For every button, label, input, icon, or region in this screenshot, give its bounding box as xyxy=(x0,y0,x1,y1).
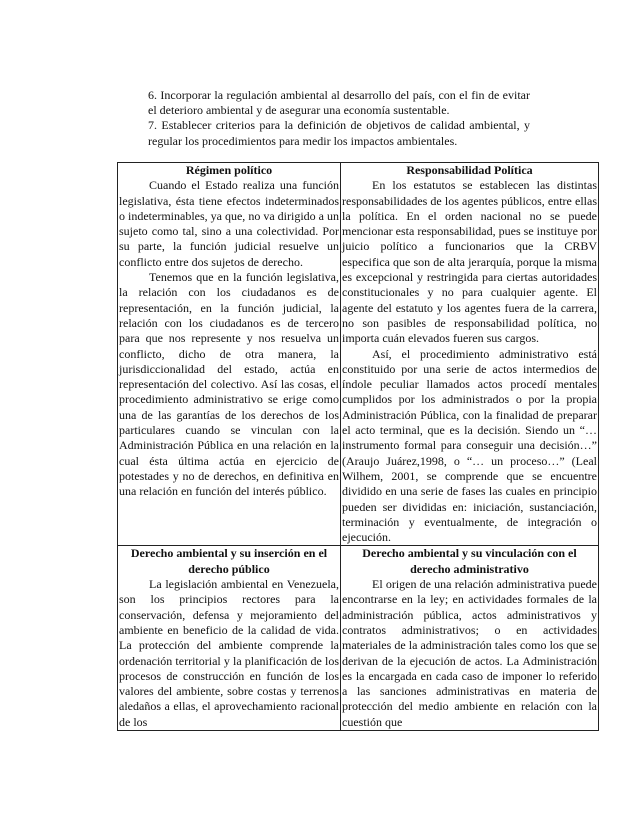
table-cell-responsabilidad-politica xyxy=(341,163,599,546)
table-row xyxy=(118,546,599,731)
table-cell-regimen-politico xyxy=(118,163,341,546)
table-row xyxy=(118,163,599,546)
comparison-table xyxy=(117,162,599,731)
table-cell-derecho-publico xyxy=(118,546,341,731)
cell-paragraph: Así, el procedimiento administrativo está constituido por una serie de actos intermedios de índole peculiar llamados actos procedí mentales cumplidos por los administrados o por la propia Administración Pública, con la finalidad de preparar el acto terminal, que es la decisión. Siendo un “… instrumento formal para conseguir una decisión…” (Araujo Juárez,1998, o “… un proceso…” (Leal Wilhem, 2001, se comprende que se encuentre dividido en una serie de fases las cuales en principio pueden ser divididas en: iniciación, sustanciación, terminación y eventualmente, de integración o ejecución. xyxy=(342,346,597,545)
table-cell-derecho-administrativo xyxy=(341,546,599,731)
cell-paragraph: El origen de una relación administrativa puede encontrarse en la ley; en actividades formales de la administración pública, actos administrativos y contratos administrativos; o en actividades materiales de la administración tales como los que se derivan de la ejecución de actos. La Administración es la encargada en cada caso de imponer lo referido a las sanciones administrativas en materia de protección del medio ambiente en relación con la cuestión que xyxy=(342,577,597,729)
cell-paragraph: Tenemos que en la función legislativa, la relación con los ciudadanos es de representación, en la función judicial, la relación con los ciudadanos es de tercero para que nos represente y nos resuelva un conflicto, dicho de otra manera, la jurisdiccionalidad del estado, actúa en representación del colectivo. Así las cosas, el procedimiento administrativo se erige como una de las garantías de los derechos de los particulares cuando se vinculan con la Administración Pública en una relación en la cual ésta última actúa en ejercicio de potestades y no de derechos, en definitiva en una relación en función del interés público. xyxy=(119,270,339,499)
intro-item-6: 6. Incorporar la regulación ambiental al desarrollo del país, con el fin de evitar el deterioro ambiental y de asegurar una economía sustentable. xyxy=(148,88,530,118)
intro-list xyxy=(148,88,530,149)
cell-heading: Derecho ambiental y su vinculación con el derecho administrativo xyxy=(362,546,577,576)
cell-paragraph: En los estatutos se establecen las distintas responsabilidades de los agentes públicos, entre ellas la política. En el orden nacional no se puede mencionar esta responsabilidad, pues se instituye por juicio político a funcionarios que la CRBV especifica que son de alta jerarquía, porque la misma es excepcional y restringida para ciertas autoridades constitucionales y no para cualquier agente. El agente del estatuto y los agentes fuera de la carrera, no son pasibles de responsabilidad política, no importa cuán elevados fueren sus cargos. xyxy=(342,178,597,346)
intro-item-7: 7. Establecer criterios para la definición de objetivos de calidad ambiental, y regular los procedimientos para medir los impactos ambientales. xyxy=(148,118,530,148)
cell-paragraph: Cuando el Estado realiza una función legislativa, ésta tiene efectos indeterminados o indeterminables, ya que, no va dirigido a un sujeto como tal, sino a una colectividad. Por su parte, la función judicial resuelve un conflicto entre dos sujetos de derecho. xyxy=(119,178,339,269)
cell-paragraph: La legislación ambiental en Venezuela, son los principios rectores para la conservación, defensa y mejoramiento del ambiente en beneficio de la calidad de vida. La protección del ambiente comprende la ordenación territorial y la planificación de los procesos de construcción en función de los valores del ambiente, sobre costas y terrenos aledaños a ellas, el aprovechamiento racional de los xyxy=(119,577,339,729)
cell-heading: Régimen político xyxy=(185,163,273,177)
cell-heading: Derecho ambiental y su inserción en el derecho público xyxy=(130,546,328,576)
cell-heading: Responsabilidad Política xyxy=(406,163,533,177)
